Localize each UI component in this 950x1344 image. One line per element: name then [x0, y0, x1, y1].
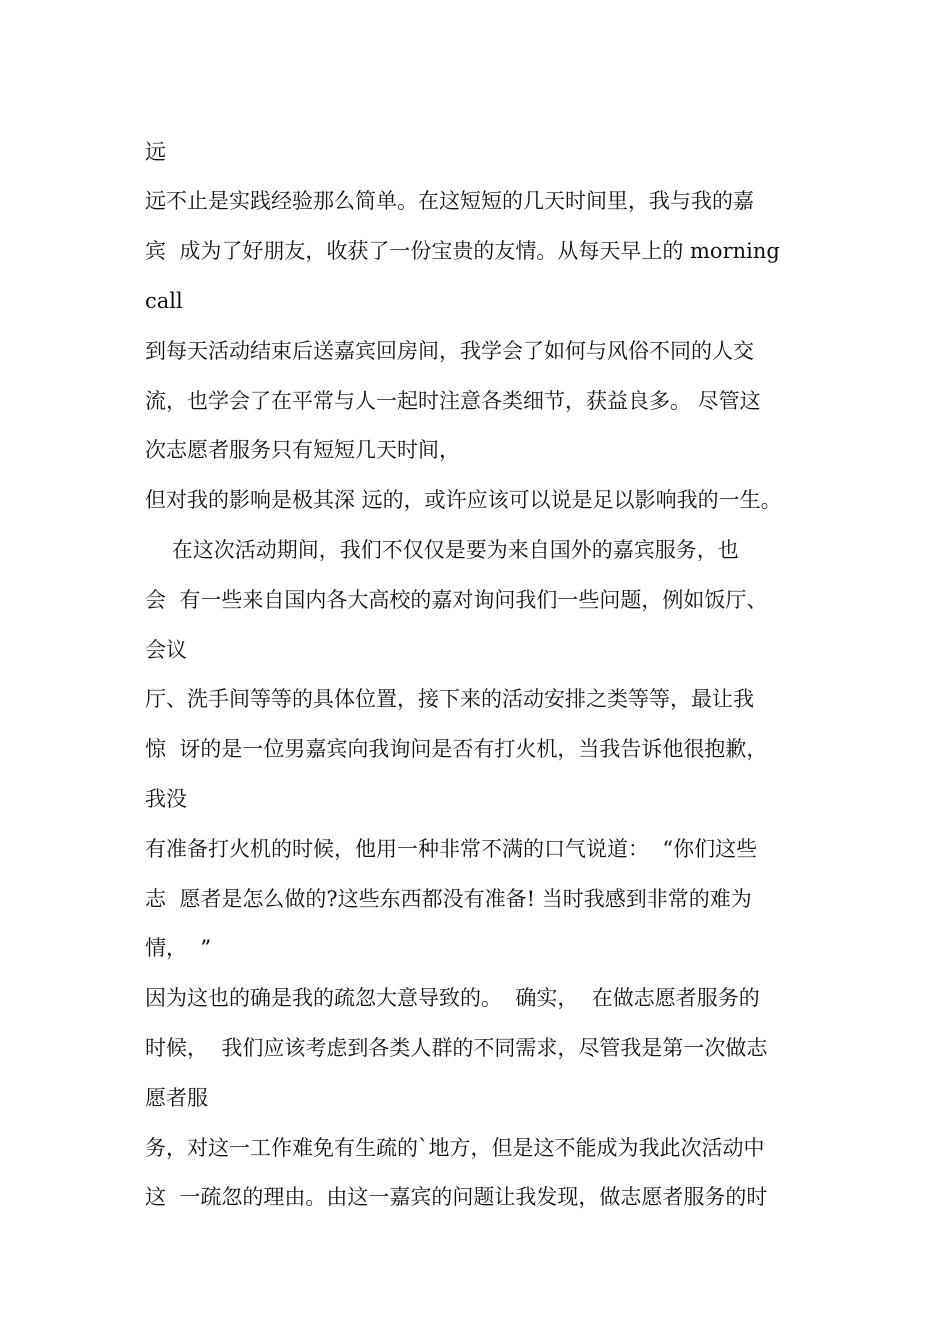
text-line: 务，对这一工作难免有生疏的`地方，但是这不能成为我此次活动中 — [145, 1136, 765, 1160]
text-line: 厅、洗手间等等的具体位置，接下来的活动安排之类等等，最让我 — [145, 687, 754, 711]
text-line: 愿者服 — [145, 1086, 208, 1110]
text-line: 远 — [145, 140, 166, 164]
text-line: 时候， 我们应该考虑到各类人群的不同需求，尽管我是第一次做志 — [145, 1036, 768, 1060]
text-line: 情， ” — [145, 936, 212, 960]
text-line: 流，也学会了在平常与人一起时注意各类细节，获益良多。 尽管这 — [145, 389, 761, 413]
text-line: 到每天活动结束后送嘉宾回房间，我学会了如何与风俗不同的人交 — [145, 339, 754, 363]
text-line: 次志愿者服务只有短短几天时间， — [145, 438, 460, 462]
text-line: call — [145, 289, 183, 313]
text-line: 在这次活动期间，我们不仅仅是要为来自国外的嘉宾服务，也 — [145, 538, 739, 562]
text-line: 这 一疏忽的理由。由这一嘉宾的问题让我发现，做志愿者服务的时 — [145, 1185, 768, 1209]
text-line: 会 有一些来自国内各大高校的嘉对询问我们一些问题，例如饭厅、 — [145, 588, 768, 612]
text-line: 有准备打火机的时候，他用一种非常不满的口气说道： “你们这些 — [145, 837, 758, 861]
text-line: 远不止是实践经验那么简单。在这短短的几天时间里，我与我的嘉 — [145, 189, 754, 213]
text-line: 宾 成为了好朋友，收获了一份宝贵的友情。从每天早上的 morning — [145, 239, 780, 263]
text-line: 会议 — [145, 638, 187, 662]
text-line: 惊 讶的是一位男嘉宾向我询问是否有打火机，当我告诉他很抱歉， — [145, 737, 768, 761]
text-line: 志 愿者是怎么做的?这些东西都没有准备! 当时我感到非常的难为 — [145, 887, 752, 911]
text-line: 但对我的影响是极其深 远的，或许应该可以说是足以影响我的一生。 — [145, 488, 782, 512]
text-line: 我没 — [145, 787, 187, 811]
text-line: 因为这也的确是我的疏忽大意导致的。 确实， 在做志愿者服务的 — [145, 986, 760, 1010]
